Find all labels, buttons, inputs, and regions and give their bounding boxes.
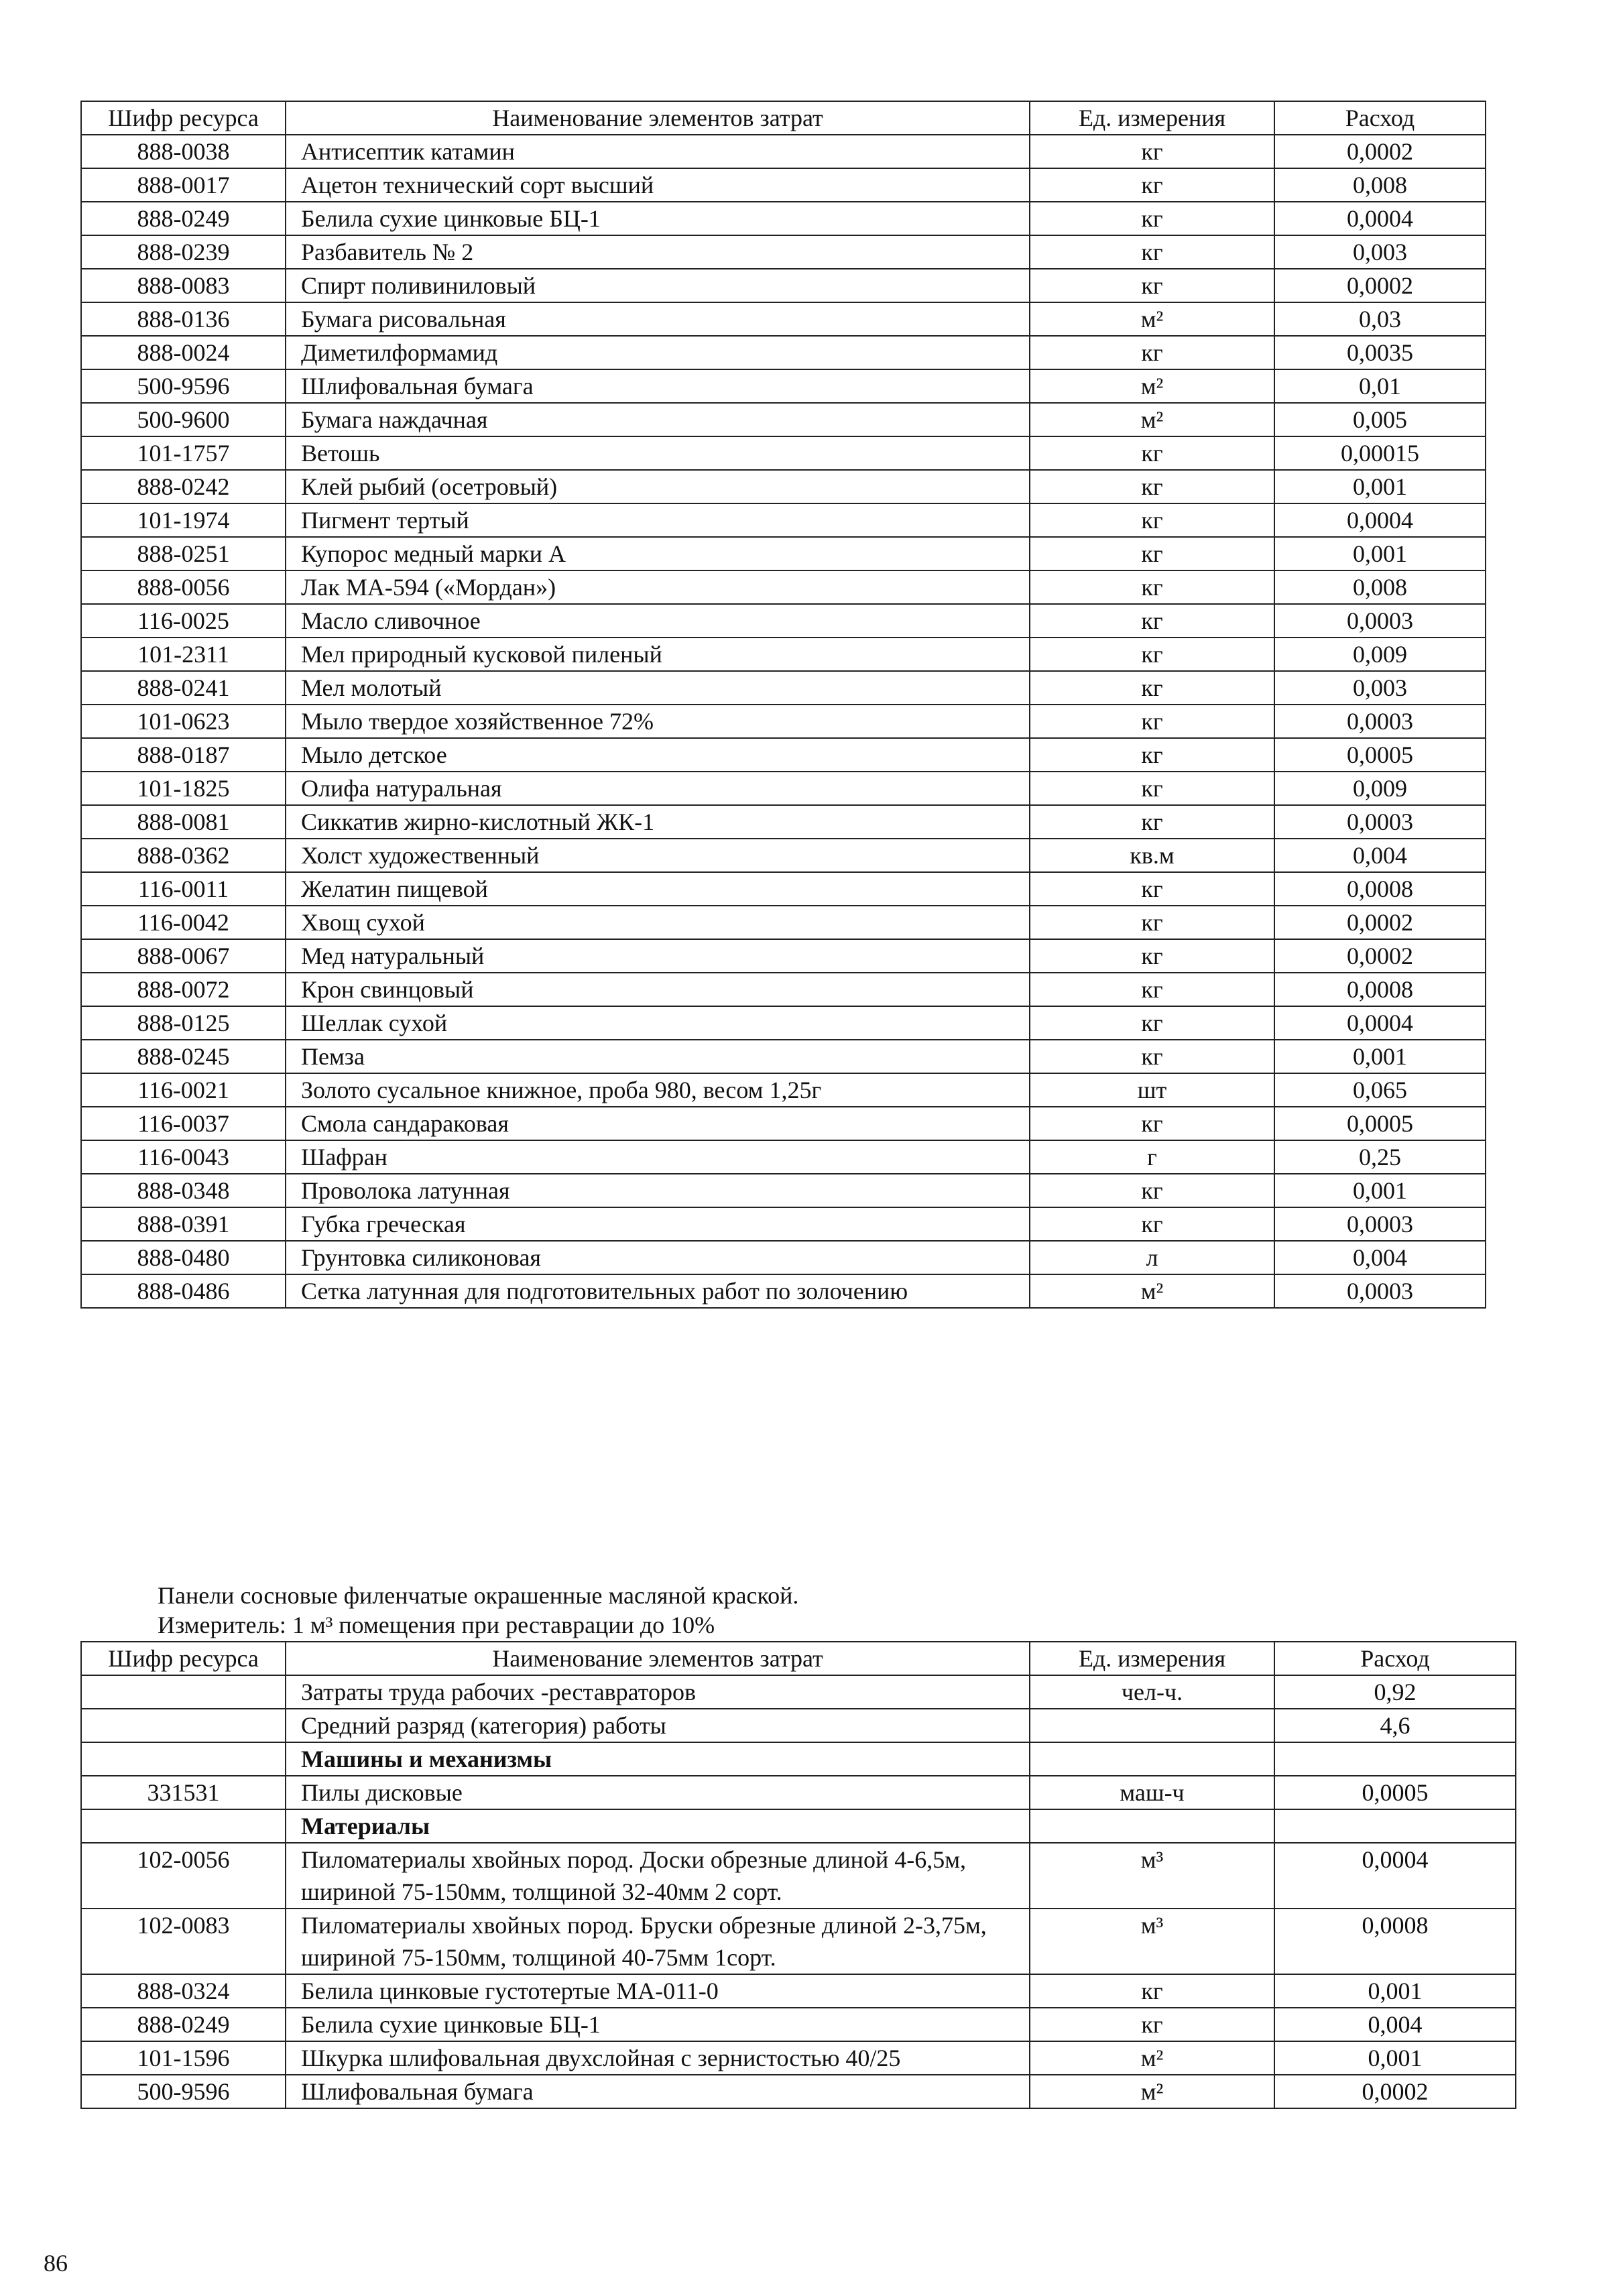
consumption-cell: 0,0002 <box>1274 135 1486 168</box>
unit-cell: м³ <box>1030 1843 1274 1909</box>
consumption-cell: 0,03 <box>1274 302 1486 336</box>
resource-name-cell: Крон свинцовый <box>286 973 1030 1006</box>
column-header: Шифр ресурса <box>81 101 286 135</box>
resource-name-cell: Купорос медный марки А <box>286 537 1030 570</box>
resource-code-cell <box>81 1809 286 1843</box>
resource-name-cell: Антисептик катамин <box>286 135 1030 168</box>
resource-code-cell <box>81 1675 286 1709</box>
column-header: Наименование элементов затрат <box>286 1642 1030 1675</box>
resource-code-cell: 101-1596 <box>81 2041 286 2075</box>
resource-name-cell: Белила сухие цинковые БЦ-1 <box>286 2008 1030 2041</box>
consumption-cell: 0,0035 <box>1274 336 1486 369</box>
unit-cell: кг <box>1030 1207 1274 1241</box>
consumption-cell: 0,001 <box>1274 537 1486 570</box>
unit-cell: кг <box>1030 570 1274 604</box>
resource-name-cell: Средний разряд (категория) работы <box>286 1709 1030 1742</box>
table-row <box>81 805 1486 839</box>
unit-cell: кг <box>1030 235 1274 269</box>
consumption-cell: 0,008 <box>1274 570 1486 604</box>
consumption-cell: 0,001 <box>1274 470 1486 503</box>
resource-code-cell <box>81 1742 286 1776</box>
consumption-cell: 0,001 <box>1274 1174 1486 1207</box>
consumption-cell: 0,0004 <box>1274 202 1486 235</box>
consumption-cell: 0,004 <box>1274 2008 1516 2041</box>
resource-name-cell: Диметилформамид <box>286 336 1030 369</box>
table-row <box>81 604 1486 638</box>
consumption-cell: 0,0008 <box>1274 872 1486 906</box>
resource-code-cell: 888-0391 <box>81 1207 286 1241</box>
consumption-cell: 0,009 <box>1274 638 1486 671</box>
unit-cell: кг <box>1030 1040 1274 1073</box>
resource-name-cell: Машины и механизмы <box>286 1742 1030 1776</box>
unit-cell: кг <box>1030 671 1274 705</box>
resource-code-cell: 888-0251 <box>81 537 286 570</box>
resource-code-cell: 888-0249 <box>81 2008 286 2041</box>
unit-cell: м² <box>1030 1274 1274 1308</box>
caption-title: Панели сосновые филенчатые окрашенные масляной краской. <box>158 1582 799 1609</box>
unit-cell: шт <box>1030 1073 1274 1107</box>
resource-name-cell: Мед натуральный <box>286 939 1030 973</box>
resource-name-cell: Пилы дисковые <box>286 1776 1030 1809</box>
table-row <box>81 302 1486 336</box>
resource-name-cell: Желатин пищевой <box>286 872 1030 906</box>
consumption-cell: 0,003 <box>1274 671 1486 705</box>
unit-cell: кг <box>1030 470 1274 503</box>
consumption-cell: 0,0003 <box>1274 604 1486 638</box>
unit-cell <box>1030 1742 1274 1776</box>
unit-cell: кг <box>1030 705 1274 738</box>
table-row <box>81 939 1486 973</box>
consumption-cell: 0,001 <box>1274 2041 1516 2075</box>
consumption-cell: 0,003 <box>1274 235 1486 269</box>
resource-name-cell: Сиккатив жирно-кислотный ЖК-1 <box>286 805 1030 839</box>
resource-code-cell: 500-9600 <box>81 403 286 436</box>
unit-cell <box>1030 1809 1274 1843</box>
unit-cell: кг <box>1030 1174 1274 1207</box>
resource-name-cell: Ветошь <box>286 436 1030 470</box>
resource-code-cell: 888-0024 <box>81 336 286 369</box>
unit-cell: кг <box>1030 1006 1274 1040</box>
consumption-cell <box>1274 1809 1516 1843</box>
unit-cell: м² <box>1030 403 1274 436</box>
resource-code-cell: 102-0083 <box>81 1909 286 1974</box>
table-row <box>81 436 1486 470</box>
resource-name-cell: Клей рыбий (осетровый) <box>286 470 1030 503</box>
resource-name-cell: Бумага рисовальная <box>286 302 1030 336</box>
consumption-cell: 0,0003 <box>1274 805 1486 839</box>
resource-name-cell: Шлифовальная бумага <box>286 2075 1030 2108</box>
table-row <box>81 839 1486 872</box>
resource-code-cell: 888-0249 <box>81 202 286 235</box>
header-row <box>81 1642 1516 1675</box>
consumption-cell: 0,065 <box>1274 1073 1486 1107</box>
resource-code-cell: 101-1757 <box>81 436 286 470</box>
table-row <box>81 1742 1516 1776</box>
table-row <box>81 2075 1516 2108</box>
resource-name-cell: Смола сандараковая <box>286 1107 1030 1140</box>
resource-name-cell: Масло сливочное <box>286 604 1030 638</box>
resource-name-cell: Пиломатериалы хвойных пород. Доски обрезные длиной 4-6,5м, шириной 75-150мм, толщиной 32-40мм 2 сорт. <box>286 1843 1030 1909</box>
table-row <box>81 503 1486 537</box>
table-row <box>81 1809 1516 1843</box>
resource-code-cell: 101-1974 <box>81 503 286 537</box>
consumption-cell: 0,004 <box>1274 1241 1486 1274</box>
consumption-cell: 0,0002 <box>1274 906 1486 939</box>
resource-code-cell: 888-0056 <box>81 570 286 604</box>
table-row <box>81 369 1486 403</box>
unit-cell: чел-ч. <box>1030 1675 1274 1709</box>
table-row <box>81 202 1486 235</box>
resource-code-cell: 888-0017 <box>81 168 286 202</box>
unit-cell: кг <box>1030 436 1274 470</box>
resource-code-cell: 888-0241 <box>81 671 286 705</box>
consumption-cell: 0,25 <box>1274 1140 1486 1174</box>
table-row <box>81 2041 1516 2075</box>
unit-cell: л <box>1030 1241 1274 1274</box>
resource-name-cell: Лак МА-594 («Мордан») <box>286 570 1030 604</box>
unit-cell: кг <box>1030 135 1274 168</box>
unit-cell: г <box>1030 1140 1274 1174</box>
resource-name-cell: Разбавитель № 2 <box>286 235 1030 269</box>
header-row <box>81 101 1486 135</box>
resource-name-cell: Проволока латунная <box>286 1174 1030 1207</box>
unit-cell: кг <box>1030 2008 1274 2041</box>
consumption-cell: 0,008 <box>1274 168 1486 202</box>
resource-name-cell: Белила сухие цинковые БЦ-1 <box>286 202 1030 235</box>
table-row <box>81 1140 1486 1174</box>
unit-cell: кг <box>1030 503 1274 537</box>
resource-code-cell: 116-0042 <box>81 906 286 939</box>
unit-cell: м² <box>1030 369 1274 403</box>
table-row <box>81 671 1486 705</box>
consumption-cell: 0,0008 <box>1274 1909 1516 1974</box>
resource-code-cell: 888-0136 <box>81 302 286 336</box>
table-row <box>81 705 1486 738</box>
consumption-cell: 0,001 <box>1274 1040 1486 1073</box>
consumption-cell: 0,0003 <box>1274 1207 1486 1241</box>
resource-name-cell: Мыло детское <box>286 738 1030 772</box>
resource-code-cell: 888-0083 <box>81 269 286 302</box>
unit-cell: кг <box>1030 939 1274 973</box>
resource-code-cell: 888-0324 <box>81 1974 286 2008</box>
consumption-cell: 0,009 <box>1274 772 1486 805</box>
table-row <box>81 1909 1516 1974</box>
unit-cell: м² <box>1030 302 1274 336</box>
table-row <box>81 772 1486 805</box>
resource-name-cell: Холст художественный <box>286 839 1030 872</box>
table-row <box>81 1675 1516 1709</box>
consumption-cell: 0,0002 <box>1274 269 1486 302</box>
resource-code-cell: 116-0025 <box>81 604 286 638</box>
resource-code-cell: 888-0242 <box>81 470 286 503</box>
consumption-cell: 0,92 <box>1274 1675 1516 1709</box>
resource-code-cell: 101-0623 <box>81 705 286 738</box>
table-row <box>81 235 1486 269</box>
column-header: Наименование элементов затрат <box>286 101 1030 135</box>
resource-name-cell: Белила цинковые густотертые МА-011-0 <box>286 1974 1030 2008</box>
table-row <box>81 1073 1486 1107</box>
resource-code-cell: 116-0037 <box>81 1107 286 1140</box>
resource-name-cell: Шкурка шлифовальная двухслойная с зернистостью 40/25 <box>286 2041 1030 2075</box>
table-row <box>81 269 1486 302</box>
resource-code-cell: 888-0245 <box>81 1040 286 1073</box>
resource-name-cell: Пигмент тертый <box>286 503 1030 537</box>
resource-code-cell: 888-0081 <box>81 805 286 839</box>
table-row <box>81 872 1486 906</box>
table-row <box>81 1006 1486 1040</box>
table-row <box>81 336 1486 369</box>
unit-cell: кг <box>1030 772 1274 805</box>
resource-code-cell: 888-0348 <box>81 1174 286 1207</box>
column-header: Шифр ресурса <box>81 1642 286 1675</box>
resource-name-cell: Грунтовка силиконовая <box>286 1241 1030 1274</box>
resource-code-cell: 888-0125 <box>81 1006 286 1040</box>
table-row <box>81 1040 1486 1073</box>
resource-code-cell: 888-0239 <box>81 235 286 269</box>
resource-name-cell: Сетка латунная для подготовительных работ по золочению <box>286 1274 1030 1308</box>
resource-name-cell: Бумага наждачная <box>286 403 1030 436</box>
resource-code-cell: 888-0362 <box>81 839 286 872</box>
consumption-cell: 0,0004 <box>1274 1006 1486 1040</box>
unit-cell: маш-ч <box>1030 1776 1274 1809</box>
unit-cell: кг <box>1030 738 1274 772</box>
unit-cell: м³ <box>1030 1909 1274 1974</box>
unit-cell: м² <box>1030 2041 1274 2075</box>
consumption-cell: 0,0005 <box>1274 738 1486 772</box>
resource-code-cell: 331531 <box>81 1776 286 1809</box>
consumption-cell: 0,001 <box>1274 1974 1516 2008</box>
resource-code-cell: 500-9596 <box>81 369 286 403</box>
table-row <box>81 1207 1486 1241</box>
table-row <box>81 1709 1516 1742</box>
resource-name-cell: Шафран <box>286 1140 1030 1174</box>
resource-code-cell: 101-2311 <box>81 638 286 671</box>
resource-name-cell: Затраты труда рабочих -реставраторов <box>286 1675 1030 1709</box>
unit-cell: кг <box>1030 805 1274 839</box>
table-row <box>81 470 1486 503</box>
unit-cell: кг <box>1030 269 1274 302</box>
resource-name-cell: Пемза <box>286 1040 1030 1073</box>
table-row <box>81 2008 1516 2041</box>
resource-name-cell: Шлифовальная бумага <box>286 369 1030 403</box>
table-row <box>81 1174 1486 1207</box>
unit-cell: кг <box>1030 1974 1274 2008</box>
resource-code-cell <box>81 1709 286 1742</box>
resource-name-cell: Мел природный кусковой пиленый <box>286 638 1030 671</box>
table-row <box>81 906 1486 939</box>
consumption-cell: 0,0002 <box>1274 939 1486 973</box>
table-row <box>81 570 1486 604</box>
unit-cell: м² <box>1030 2075 1274 2108</box>
resource-name-cell: Мыло твердое хозяйственное 72% <box>286 705 1030 738</box>
consumption-cell: 0,004 <box>1274 839 1486 872</box>
resource-code-cell: 102-0056 <box>81 1843 286 1909</box>
unit-cell: кг <box>1030 872 1274 906</box>
resource-code-cell: 888-0072 <box>81 973 286 1006</box>
table-row <box>81 638 1486 671</box>
resource-name-cell: Олифа натуральная <box>286 772 1030 805</box>
resource-code-cell: 116-0043 <box>81 1140 286 1174</box>
unit-cell: кг <box>1030 336 1274 369</box>
consumption-cell: 0,005 <box>1274 403 1486 436</box>
unit-cell: кг <box>1030 906 1274 939</box>
resource-name-cell: Спирт поливиниловый <box>286 269 1030 302</box>
column-header: Расход <box>1274 101 1486 135</box>
table-row <box>81 1274 1486 1308</box>
table-row <box>81 1776 1516 1809</box>
resource-name-cell: Губка греческая <box>286 1207 1030 1241</box>
resources-table-2 <box>80 1641 1516 2109</box>
unit-cell: кг <box>1030 1107 1274 1140</box>
resource-name-cell: Шеллак сухой <box>286 1006 1030 1040</box>
consumption-cell: 0,0003 <box>1274 1274 1486 1308</box>
consumption-cell: 0,0003 <box>1274 705 1486 738</box>
table-row <box>81 1107 1486 1140</box>
table-row <box>81 738 1486 772</box>
consumption-cell: 0,0004 <box>1274 503 1486 537</box>
column-header: Расход <box>1274 1642 1516 1675</box>
resource-name-cell: Мел молотый <box>286 671 1030 705</box>
table-row <box>81 1241 1486 1274</box>
unit-cell: кв.м <box>1030 839 1274 872</box>
unit-cell: кг <box>1030 638 1274 671</box>
page-number: 86 <box>44 2250 68 2277</box>
consumption-cell: 0,0002 <box>1274 2075 1516 2108</box>
unit-cell: кг <box>1030 168 1274 202</box>
resource-code-cell: 888-0486 <box>81 1274 286 1308</box>
resource-code-cell: 101-1825 <box>81 772 286 805</box>
column-header: Ед. измерения <box>1030 1642 1274 1675</box>
resource-name-cell: Золото сусальное книжное, проба 980, весом 1,25г <box>286 1073 1030 1107</box>
consumption-cell: 0,0005 <box>1274 1107 1486 1140</box>
resource-code-cell: 116-0011 <box>81 872 286 906</box>
table-row <box>81 168 1486 202</box>
resource-code-cell: 500-9596 <box>81 2075 286 2108</box>
consumption-cell: 0,0008 <box>1274 973 1486 1006</box>
resources-table-1 <box>80 101 1486 1309</box>
resource-name-cell: Ацетон технический сорт высший <box>286 168 1030 202</box>
caption-measure: Измеритель: 1 м³ помещения при реставрации до 10% <box>158 1612 715 1638</box>
unit-cell: кг <box>1030 973 1274 1006</box>
table-row <box>81 973 1486 1006</box>
resource-name-cell: Пиломатериалы хвойных пород. Бруски обрезные длиной 2-3,75м, шириной 75-150мм, толщиной 40-75мм 1сорт. <box>286 1909 1030 1974</box>
unit-cell: кг <box>1030 202 1274 235</box>
resource-code-cell: 888-0067 <box>81 939 286 973</box>
consumption-cell: 0,00015 <box>1274 436 1486 470</box>
unit-cell: кг <box>1030 604 1274 638</box>
table-row <box>81 403 1486 436</box>
resource-code-cell: 888-0187 <box>81 738 286 772</box>
table-row <box>81 537 1486 570</box>
unit-cell <box>1030 1709 1274 1742</box>
unit-cell: кг <box>1030 537 1274 570</box>
column-header: Ед. измерения <box>1030 101 1274 135</box>
consumption-cell: 0,01 <box>1274 369 1486 403</box>
resource-name-cell: Материалы <box>286 1809 1030 1843</box>
resource-code-cell: 888-0038 <box>81 135 286 168</box>
consumption-cell: 0,0005 <box>1274 1776 1516 1809</box>
table-row <box>81 1843 1516 1909</box>
consumption-cell: 0,0004 <box>1274 1843 1516 1909</box>
table-row <box>81 1974 1516 2008</box>
consumption-cell: 4,6 <box>1274 1709 1516 1742</box>
table-row <box>81 135 1486 168</box>
resource-code-cell: 888-0480 <box>81 1241 286 1274</box>
resource-name-cell: Хвощ сухой <box>286 906 1030 939</box>
resource-code-cell: 116-0021 <box>81 1073 286 1107</box>
consumption-cell <box>1274 1742 1516 1776</box>
